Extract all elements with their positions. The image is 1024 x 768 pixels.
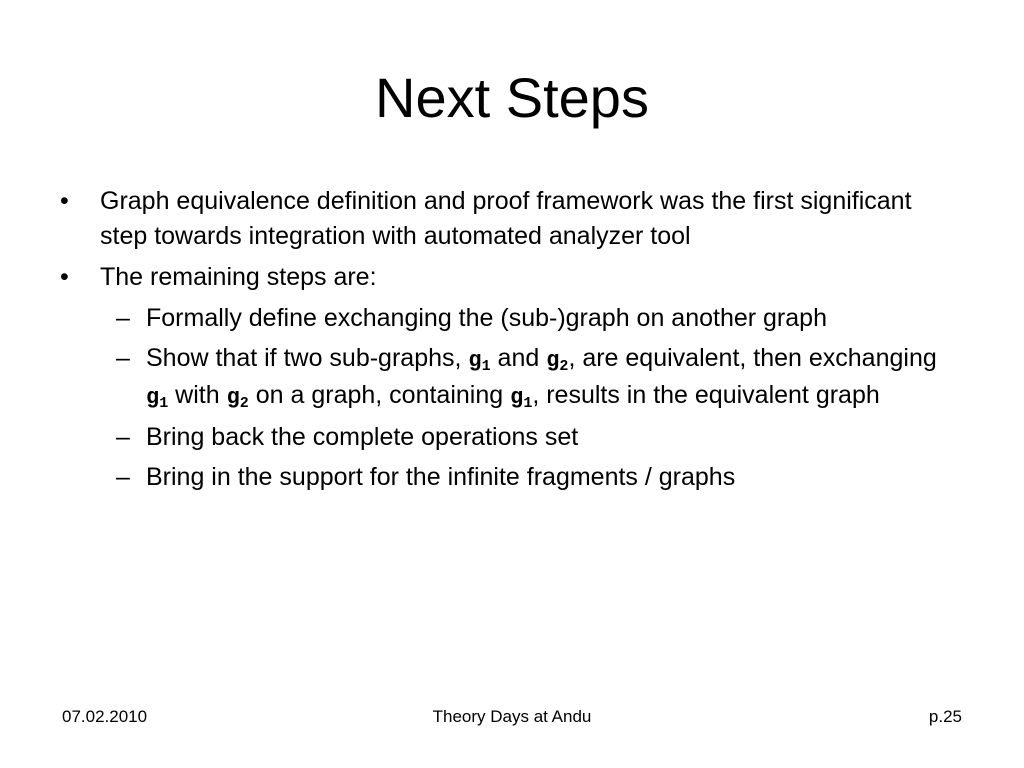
math-g1: $g_1$: [510, 385, 533, 412]
bullet-marker: •: [60, 187, 69, 215]
sub-bullet-item: [116, 420, 946, 455]
footer-event: Theory Days at Andu: [432, 707, 592, 726]
footer-date: 07.02.2010: [62, 707, 148, 726]
sub-bullet-marker: –: [116, 463, 130, 491]
math-g2: $g_2$: [546, 348, 569, 375]
bullet-marker: •: [60, 263, 69, 291]
math-g1: $g_1$: [146, 385, 169, 412]
slide-body: [56, 184, 956, 500]
sub-bullet-item: [116, 460, 946, 495]
sub-bullet-marker: –: [116, 344, 130, 372]
sub-bullet-text: Bring in the support for the infinite fragments / graphs: [146, 463, 736, 491]
slide-title: Next Steps: [375, 66, 649, 129]
bullet-item: [56, 260, 956, 295]
math-g1: $g_1$: [468, 348, 491, 375]
sub-bullet-item: [116, 341, 946, 415]
footer-page-number: p.25: [928, 707, 962, 726]
bullet-text: The remaining steps are:: [100, 263, 377, 291]
sub-bullet-marker: –: [116, 304, 130, 332]
sub-bullet-item: [116, 301, 946, 336]
sub-bullet-text: Formally define exchanging the (sub-)graph on another graph: [146, 304, 827, 332]
math-g2: $g_2$: [226, 385, 249, 412]
sub-bullet-text: Bring back the complete operations set: [146, 423, 579, 451]
bullet-item: [56, 184, 956, 254]
sub-bullet-marker: –: [116, 423, 130, 451]
sub-bullet-text: Show that if two sub-graphs, $g_1$ and $g_2$, are equivalent, then exchanging $g_1$ with $g_2$ on a graph, containing $g_1$, results in the equivalent graph: [146, 344, 937, 412]
bullet-text: Graph equivalence definition and proof framework was the first significant step towards integration with automated analyzer tool: [100, 187, 912, 250]
